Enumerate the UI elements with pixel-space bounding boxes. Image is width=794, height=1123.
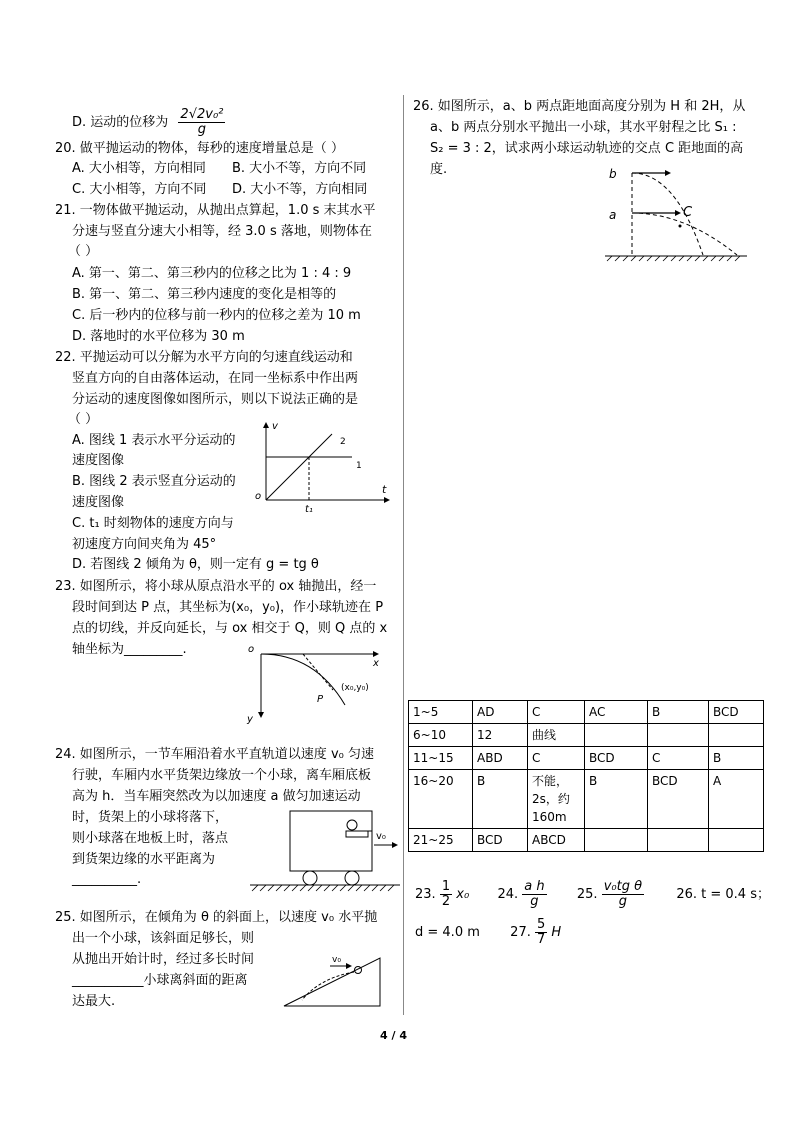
q26-stem-2: a、b 两点分别水平抛出一小球，其水平射程之比 S₁ : — [430, 120, 737, 135]
table-cell: 11~15 — [409, 747, 473, 770]
q21-option-a: A. 第一、第二、第三秒内的位移之比为 1 : 4 : 9 — [72, 266, 352, 281]
q20-option-d: D. 大小不等，方向相同 — [232, 182, 368, 197]
q22-graph-t1-label: t₁ — [305, 504, 313, 515]
q26-diagram — [575, 163, 750, 263]
q25-stem-5: 达最大. — [72, 994, 116, 1009]
table-cell: C — [528, 701, 585, 724]
q22-option-b-1: B. 图线 2 表示竖直分运动的 — [72, 474, 236, 489]
q21-option-b: B. 第一、第二、第三秒内速度的变化是相等的 — [72, 287, 337, 302]
q23-trajectory-graph — [245, 640, 390, 725]
q24-v0-label: v₀ — [376, 831, 386, 842]
table-cell — [709, 724, 764, 747]
table-cell: 1~5 — [409, 701, 473, 724]
table-cell: B — [648, 701, 709, 724]
q22-stem-1: 22. 平抛运动可以分解为水平方向的匀速直线运动和 — [55, 350, 353, 365]
table-row — [409, 829, 764, 852]
q26-point-b-label: b — [609, 167, 617, 181]
q24-stem-1: 24. 如图所示，一节车厢沿着水平直轨道以速度 v₀ 匀速 — [55, 747, 374, 762]
q23-graph-x-label: x — [373, 658, 379, 669]
table-cell: 21~25 — [409, 829, 473, 852]
q23-stem-1: 23. 如图所示，将小球从原点沿水平的 ox 轴抛出，经一 — [55, 579, 377, 594]
q23-stem-2: 段时间到达 P 点，其坐标为(x₀，y₀)，作小球轨迹在 P — [72, 600, 384, 615]
q20-option-a: A. 大小相等，方向相同 — [72, 161, 206, 176]
q26-point-c-label: C — [683, 205, 693, 220]
q24-stem-4: 时，货架上的小球将落下， — [72, 810, 229, 825]
q26-stem-4: 度. — [430, 162, 448, 177]
q22-graph-t-label: t — [382, 483, 387, 496]
table-row — [409, 747, 764, 770]
table-cell: BCD — [585, 747, 648, 770]
q26-point-a-label: a — [609, 208, 617, 222]
fill-answers-row-1: 23. $\frac{1}{2}$ x₀ 24. $\frac{\text{a h}}{g}$ 25. $\frac{\text{v₀tg θ}}{g}$ 26. t = 0.4 s； — [415, 879, 770, 909]
q24-stem-3: 高为 h．当车厢突然改为以加速度 a 做匀加速运动 — [72, 789, 361, 804]
q24-stem-5: 则小球落在地板上时，落点 — [72, 831, 229, 846]
q22-option-c-2: 初速度方向间夹角为 45° — [72, 537, 217, 552]
q23-stem-4: 轴坐标为_________. — [72, 642, 187, 657]
table-cell: B — [709, 747, 764, 770]
q20-option-c: C. 大小相等，方向不同 — [72, 182, 207, 197]
table-cell — [585, 724, 648, 747]
q24-stem-7: __________. — [72, 872, 142, 887]
q25-stem-1: 25. 如图所示，在倾角为 θ 的斜面上，以速度 v₀ 水平抛 — [55, 910, 378, 925]
q22-velocity-graph — [250, 420, 395, 515]
table-cell: B — [585, 770, 648, 829]
table-cell: C — [648, 747, 709, 770]
q23-graph-origin-label: o — [248, 644, 255, 655]
q19-option-d: D. 运动的位移为 $\frac{\text{2√2v₀²}}{g}$ — [72, 107, 224, 137]
table-cell: BCD — [473, 829, 528, 852]
table-cell: BCD — [709, 701, 764, 724]
table-cell: C — [528, 747, 585, 770]
q23-graph-coord-label: (x₀,y₀) — [341, 683, 369, 693]
table-cell: BCD — [648, 770, 709, 829]
q22-option-c-1: C. t₁ 时刻物体的速度方向与 — [72, 516, 234, 531]
fill-answers-row-2: d = 4.0 m 27. $\frac{5}{7}$ H — [415, 917, 562, 947]
table-row — [409, 770, 764, 829]
q22-stem-2: 竖直方向的自由落体运动，在同一坐标系中作出两 — [72, 371, 359, 386]
q21-option-c: C. 后一秒内的位移与前一秒内的位移之差为 10 m — [72, 308, 361, 323]
page-number: 4 / 4 — [380, 1029, 407, 1042]
q23-stem-3: 点的切线，并反向延长，与 ox 相交于 Q，则 Q 点的 x — [72, 621, 388, 636]
table-cell: ABCD — [528, 829, 585, 852]
q22-graph-origin-label: o — [255, 491, 262, 502]
table-cell: 12 — [473, 724, 528, 747]
table-cell: AC — [585, 701, 648, 724]
table-row — [409, 724, 764, 747]
q22-option-d: D. 若图线 2 倾角为 θ，则一定有 g = tg θ — [72, 557, 319, 572]
q24-stem-2: 行驶，车厢内水平货架边缘放一个小球，离车厢底板 — [72, 768, 372, 783]
q24-train-car-diagram — [250, 805, 400, 895]
q25-stem-3: 从抛出开始计时，经过多长时间 — [72, 952, 255, 967]
q22-stem-4: （ ） — [68, 412, 99, 427]
q23-graph-y-label: y — [247, 714, 253, 725]
table-cell: 16~20 — [409, 770, 473, 829]
q25-v0-label: v₀ — [332, 955, 341, 965]
q20-option-b: B. 大小不等，方向不同 — [232, 161, 367, 176]
q21-stem-1: 21. 一物体做平抛运动，从抛出点算起，1.0 s 末其水平 — [55, 203, 376, 218]
q25-incline-diagram — [280, 950, 390, 1012]
table-cell: ABD — [473, 747, 528, 770]
q21-stem-2: 分速与竖直分速大小相等，经 3.0 s 落地，则物体在 — [72, 224, 372, 239]
table-cell: 不能，2s，约160m — [528, 770, 585, 829]
q25-stem-2: 出一个小球，该斜面足够长，则 — [72, 931, 255, 946]
column-divider — [403, 95, 404, 1015]
q24-stem-6: 到货架边缘的水平距离为 — [72, 852, 216, 867]
q21-option-d: D. 落地时的水平位移为 30 m — [72, 329, 245, 344]
q22-stem-3: 分运动的速度图像如图所示，则以下说法正确的是 — [72, 392, 359, 407]
q25-stem-4: ___________小球离斜面的距离 — [72, 973, 248, 988]
q22-graph-v-label: v — [272, 421, 278, 432]
q22-option-b-2: 速度图像 — [72, 495, 125, 510]
table-cell — [648, 829, 709, 852]
answer-table — [408, 700, 764, 852]
q21-stem-3: （ ） — [68, 244, 99, 259]
table-cell: B — [473, 770, 528, 829]
q22-option-a-1: A. 图线 1 表示水平分运动的 — [72, 433, 236, 448]
table-cell — [585, 829, 648, 852]
q23-graph-p-label: P — [317, 694, 324, 705]
table-cell: 6~10 — [409, 724, 473, 747]
table-cell: A — [709, 770, 764, 829]
table-cell: AD — [473, 701, 528, 724]
table-cell: 曲线 — [528, 724, 585, 747]
table-row — [409, 701, 764, 724]
q26-stem-3: S₂ = 3 : 2，试求两小球运动轨迹的交点 C 距地面的高 — [430, 141, 744, 156]
table-cell — [648, 724, 709, 747]
q20-stem: 20. 做平抛运动的物体，每秒的速度增量总是（ ） — [55, 141, 344, 156]
q22-graph-line1-label: 1 — [356, 461, 362, 471]
q22-option-a-2: 速度图像 — [72, 453, 125, 468]
table-cell — [709, 829, 764, 852]
q22-graph-line2-label: 2 — [340, 437, 346, 447]
q26-stem-1: 26. 如图所示，a、b 两点距地面高度分别为 H 和 2H，从 — [413, 99, 746, 114]
